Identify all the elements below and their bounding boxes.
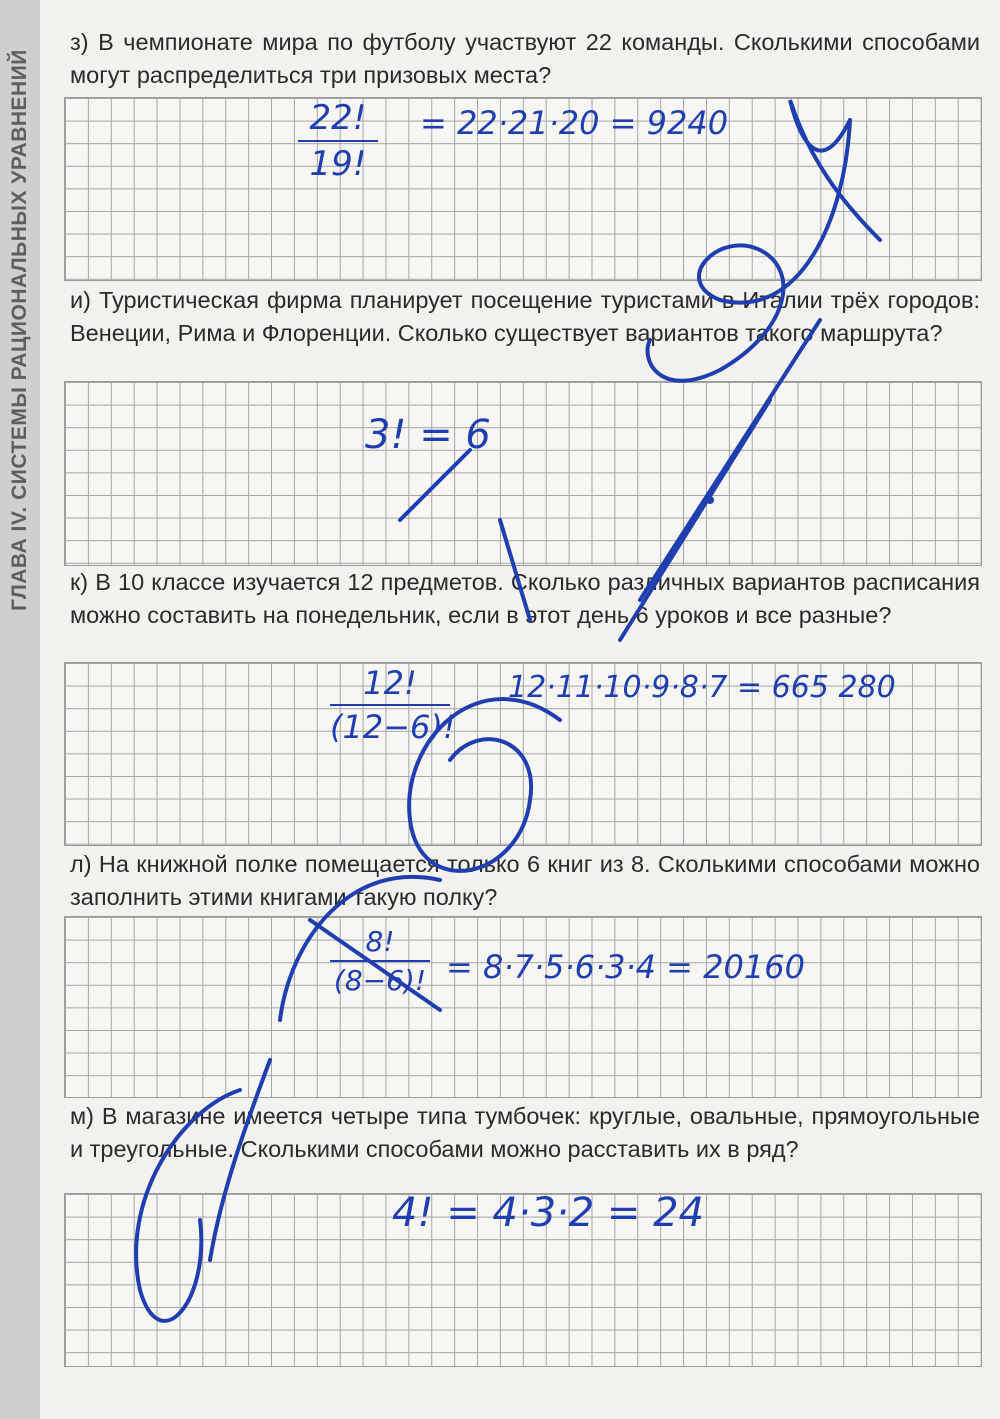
answer-i-result: 3! = 6: [365, 412, 491, 458]
problem-k-text: к) В 10 классе изучается 12 предметов. Сколько различных вариантов расписания можно составить на понедельник, если в этот день 6 уроков и все разные?: [70, 569, 980, 628]
problem-z-text: з) В чемпионате мира по футболу участвуют 22 команды. Сколькими способами могут распределиться три призовых места?: [70, 29, 980, 88]
answer-l-denominator: (8−6)!: [333, 964, 427, 997]
answer-z-denominator: 19!: [309, 144, 367, 184]
chapter-title: ГЛАВА IV. СИСТЕМЫ РАЦИОНАЛЬНЫХ УРАВНЕНИЙ: [8, 49, 31, 611]
answer-grid-i: [64, 381, 982, 566]
answer-k-fraction: [330, 664, 456, 746]
chapter-sidebar: [0, 0, 40, 1419]
answer-k-numerator: 12!: [363, 664, 417, 702]
problem-i-text: и) Туристическая фирма планирует посещение туристами в Италии трёх городов: Венеции, Рима и Флоренции. Сколько существует вариантов такого маршрута?: [70, 287, 980, 346]
answer-k-result: 12·11·10·9·8·7 = 665 280: [508, 670, 896, 705]
answer-z-fraction: [298, 98, 378, 184]
answer-grid-l: [64, 916, 982, 1098]
answer-l-fraction: [330, 925, 430, 997]
answer-k-denominator: (12−6)!: [330, 708, 456, 746]
problem-l-text: л) На книжной полке помещается только 6 книг из 8. Сколькими способами можно заполнить этими книгами такую полку?: [70, 851, 980, 910]
answer-m-result: 4! = 4·3·2 = 24: [392, 1190, 705, 1236]
answer-l-numerator: 8!: [365, 925, 395, 958]
answer-z-numerator: 22!: [309, 98, 367, 138]
problem-m-text: м) В магазине имеется четыре типа тумбочек: круглые, овальные, прямоугольные и треугольные. Сколькими способами можно расставить их в ряд?: [70, 1103, 980, 1162]
answer-z-result: = 22·21·20 = 9240: [420, 104, 729, 142]
answer-l-result: = 8·7·5·6·3·4 = 20160: [446, 948, 805, 986]
